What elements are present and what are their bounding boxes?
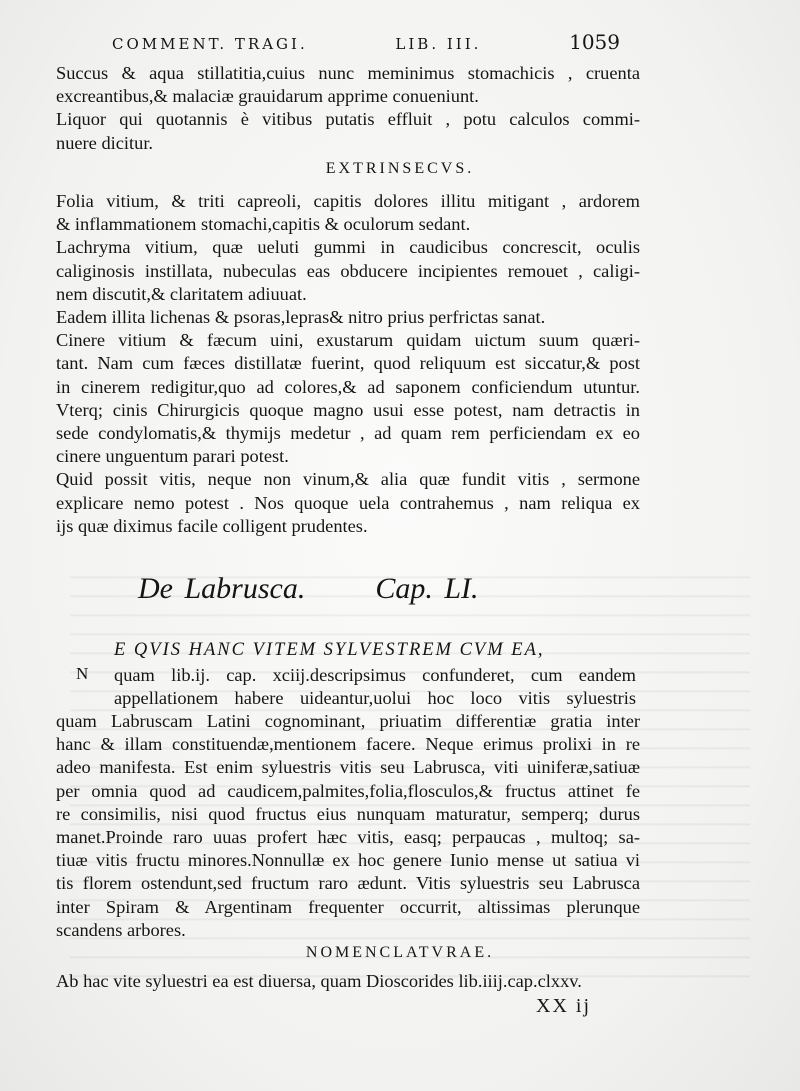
text-line: Vterq; cinis Chirurgicis quoque magno usui esse potest, nam detractis in xyxy=(56,399,640,420)
text-line: tis florem ostendunt,sed fructum raro ædunt. Vitis syluestris seu Labrusca xyxy=(56,873,640,894)
text-line: Succus & aqua stillatitia,cuius nunc meminimus stomachicis , cruenta xyxy=(56,63,640,83)
text-block-2 xyxy=(56,190,640,538)
text-line: nuere dicitur. xyxy=(56,132,154,153)
text-line: manet.Proinde raro uuas profert hæc vitis, easq; perpaucas , multoq; sa- xyxy=(56,827,640,848)
text-line: explicare nemo potest . Nos quoque uela contrahemus , nam reliqua ex xyxy=(56,492,640,513)
book-number: LIB. III. xyxy=(395,35,482,53)
text-line: nem discutit,& claritatem adiuuat. xyxy=(56,283,307,304)
text-line: Ab hac vite syluestri ea est diuersa, quam Dioscorides lib.iiij.cap.clxxv. xyxy=(56,971,582,991)
text-line: per omnia quod ad caudicem,palmites,folia,flosculos,& fructus attinet fe xyxy=(56,780,640,801)
running-header xyxy=(112,30,620,54)
opening-line: E QVIS HANC VITEM SYLVESTREM CVM EA, xyxy=(114,640,545,660)
text-line: in cinerem redigitur,quo ad colores,& ad saponem conficiendum utuntur. xyxy=(56,376,640,397)
signature-mark: XX ij xyxy=(536,995,591,1017)
text-line: tant. Nam cum fæces distillatæ fuerint, quod reliquum est siccatur,& post xyxy=(56,353,640,374)
text-line: Liquor qui quotannis è vitibus putatis effluit , potu calculos commi- xyxy=(56,109,640,130)
text-line: caliginosis instillata, nubeculas eas obducere incipientes remouet , caligi- xyxy=(56,260,640,281)
section-heading-extrinsecus: EXTRINSECVS. xyxy=(325,160,475,177)
chapter-title xyxy=(138,572,479,606)
text-line: inter Spiram & Argentinam frequenter occurrit, altissimas plerunque xyxy=(56,896,640,917)
text-line: & inflammationem stomachi,capitis & oculorum sedant. xyxy=(56,214,471,235)
text-block-3 xyxy=(56,710,640,942)
text-line: appellationem habere uideantur,uolui hoc loco vitis syluestris xyxy=(114,688,636,709)
text-line: cinere unguentum parari potest. xyxy=(56,446,289,467)
text-line: re consimilis, nisi quod fructus eius nunquam maturatur, semperq; durus xyxy=(56,803,640,824)
chapter-number: Cap. LI. xyxy=(375,572,479,605)
text-line: quam Labruscam Latini cognominant, priuatim differentiæ gratia inter xyxy=(56,711,640,731)
text-line: adeo manifesta. Est enim syluestris vitis seu Labrusca, viti uiniferæ,satiuæ xyxy=(56,757,640,778)
section-heading-nomenclaturae: NOMENCLATVRAE. xyxy=(305,944,495,961)
drop-capital: N xyxy=(76,664,89,683)
text-line: scandens arbores. xyxy=(56,919,186,940)
text-line: Lachryma vitium, quæ ueluti gummi in caudicibus concrescit, oculis xyxy=(56,237,640,258)
text-block-4 xyxy=(56,970,640,993)
text-block-1 xyxy=(56,62,640,155)
text-line: Eadem illita lichenas & psoras,lepras& nitro prius perfrictas sanat. xyxy=(56,307,546,328)
text-block-3-indented xyxy=(114,664,636,710)
chapter-name: De Labrusca. xyxy=(138,572,306,605)
text-line: ijs quæ diximus facile colligent prudentes. xyxy=(56,515,368,536)
text-line: Folia vitium, & triti capreoli, capitis dolores illitu mitigant , ardorem xyxy=(56,191,640,211)
text-line: Cinere vitium & fæcum uini, exustarum quidam uictum suum quæri- xyxy=(56,330,640,351)
text-line: excreantibus,& malaciæ grauidarum apprime conueniunt. xyxy=(56,86,479,107)
text-line: quam lib.ij. cap. xciij.descripsimus confunderet, cum eandem xyxy=(114,665,636,685)
text-line: hanc & illam constituendæ,mentionem facere. Neque erimus prolixi in re xyxy=(56,734,640,755)
running-title: COMMENT. TRAGI. xyxy=(112,35,308,53)
text-line: Quid possit vitis, neque non vinum,& alia quæ fundit vitis , sermone xyxy=(56,469,640,490)
folio-number: 1059 xyxy=(569,30,620,54)
text-line: sede condylomatis,& thymijs medetur , ad quam rem perficiendam ex eo xyxy=(56,423,640,444)
text-line: tiuæ vitis fructu minores.Nonnullæ ex hoc genere Iunio mense ut satiua vi xyxy=(56,850,640,871)
